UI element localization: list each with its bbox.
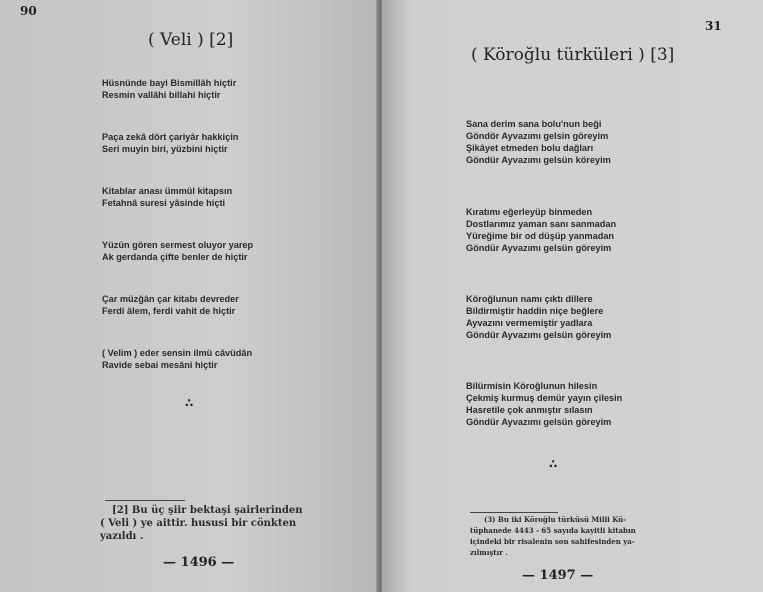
- verse-line: Seri muyin biri, yüzbini hiçtir: [102, 144, 228, 154]
- right-corner-number: 31: [705, 19, 722, 33]
- right-stanza-2: [466, 206, 616, 254]
- left-ornament: ∴: [185, 396, 194, 410]
- verse-line: Ayvazını vermemiştir yadlara: [466, 318, 593, 328]
- footnote-line: ( Veli ) ye aittir. hususi bir cönkten: [100, 518, 297, 529]
- verse-line: Kıratımı eğerleyüp binmeden: [466, 207, 593, 217]
- verse-line: Paça zekâ dört çariyâr hakkiçin: [102, 132, 239, 142]
- verse-line: Ferdi âlem, ferdi vahit de hiçtir: [102, 306, 236, 316]
- verse-line: ( Velim ) eder sensin ilmü câvüdân: [102, 348, 253, 358]
- verse-line: Göndör Ayvazımı gelsin göreyim: [466, 131, 609, 141]
- footnote-line: tüphanede 4443 - 65 sayıda kayitli kitabın: [470, 526, 636, 535]
- verse-line: Bildirmiştir haddin niçe beğlere: [466, 306, 604, 316]
- verse-line: Hasretile çok anmıştır sılasın: [466, 405, 593, 415]
- footnote-line: (3) Bu iki Köroğlu türküsü Milli Kü-: [484, 515, 627, 524]
- left-stanza-1: [102, 77, 236, 101]
- verse-line: Şikâyet etmeden bolu dağları: [466, 143, 594, 153]
- verse-line: Sana derim sana bolu'nun beği: [466, 119, 602, 129]
- left-stanza-5: [102, 293, 239, 317]
- verse-line: Yüzün gören sermest oluyor yarep: [102, 240, 254, 250]
- verse-line: Çar müzğân çar kitabı devreder: [102, 294, 239, 304]
- verse-line: Göndür Ayvazımı gelsün köreyim: [466, 155, 611, 165]
- verse-line: Göndür Ayvazımı gelsün göreyim: [466, 417, 612, 427]
- verse-line: Kitablar anası ümmül kitapsın: [102, 186, 233, 196]
- left-page: [0, 0, 380, 592]
- left-footnote: [100, 504, 303, 543]
- right-footnote: [470, 514, 636, 558]
- verse-line: Ak gerdanda çifte benler de hiçtir: [102, 252, 248, 262]
- right-page: [382, 0, 763, 592]
- footnote-line: zılmıştır .: [470, 548, 508, 557]
- left-stanza-6: [102, 347, 252, 371]
- right-stanza-1: [466, 118, 611, 166]
- verse-line: Hüsnünde bayi Bismillâh hiçtir: [102, 78, 237, 88]
- left-page-title: ( Veli ) [2]: [148, 30, 234, 50]
- left-footnote-rule: [105, 500, 185, 501]
- right-stanza-3: [466, 293, 611, 341]
- footnote-line: yazıldı .: [100, 531, 144, 542]
- verse-line: Yüreğime bir od düşüp yanmadan: [466, 231, 615, 241]
- footnote-line: [2] Bu üç şiir bektaşi şairlerinden: [112, 505, 303, 516]
- right-page-number: — 1497 —: [522, 568, 594, 583]
- left-stanza-4: [102, 239, 253, 263]
- verse-line: Resmin vallâhi billahi hiçtir: [102, 90, 221, 100]
- left-corner-number: 90: [20, 4, 37, 18]
- right-stanza-4: [466, 380, 622, 428]
- footnote-line: içindeki bir risalenin son sahifesinden ya-: [470, 537, 635, 546]
- verse-line: Dostlarımız yaman sanı sanmadan: [466, 219, 617, 229]
- verse-line: Çekmiş kurmuş demür yayın çilesin: [466, 393, 623, 403]
- verse-line: Bilürmisin Köroğlunun hilesin: [466, 381, 598, 391]
- left-stanza-2: [102, 131, 238, 155]
- verse-line: Göndür Ayvazımı gelsün göreyim: [466, 243, 612, 253]
- right-ornament: ∴: [549, 457, 558, 471]
- right-page-title: ( Köroğlu türküleri ) [3]: [471, 45, 675, 65]
- right-footnote-rule: [470, 512, 558, 513]
- verse-line: Fetahnâ suresi yâsinde hiçti: [102, 198, 226, 208]
- verse-line: Göndür Ayvazımı gelsün göreyim: [466, 330, 612, 340]
- left-stanza-3: [102, 185, 232, 209]
- left-page-number: — 1496 —: [163, 555, 235, 570]
- verse-line: Köroğlunun namı çıktı dillere: [466, 294, 593, 304]
- verse-line: Ravide sebai mesâni hiçtir: [102, 360, 218, 370]
